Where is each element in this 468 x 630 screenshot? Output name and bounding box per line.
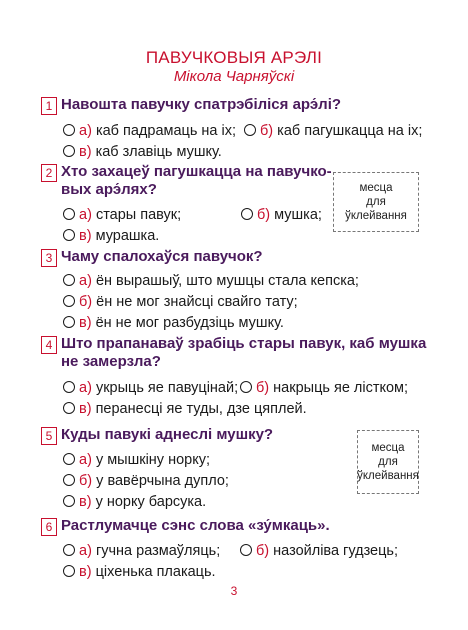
option-1b[interactable]: б) каб пагушкацца на іх; xyxy=(244,122,422,140)
question-number-6: 6 xyxy=(41,518,57,536)
radio-circle-icon[interactable] xyxy=(63,295,75,307)
option-2c[interactable]: в) мурашка. xyxy=(63,227,159,245)
option-3b[interactable]: б) ён не мог знайсці свайго тату; xyxy=(63,293,298,311)
radio-circle-icon[interactable] xyxy=(240,544,252,556)
radio-circle-icon[interactable] xyxy=(63,274,75,286)
option-3c[interactable]: в) ён не мог разбудзіць мушку. xyxy=(63,314,284,332)
radio-circle-icon[interactable] xyxy=(63,229,75,241)
radio-circle-icon[interactable] xyxy=(63,145,75,157)
option-4b[interactable]: б) накрыць яе лістком; xyxy=(240,379,408,397)
radio-circle-icon[interactable] xyxy=(240,381,252,393)
option-1a[interactable]: а) каб падрамаць на іх; xyxy=(63,122,236,140)
option-5c[interactable]: в) у норку барсука. xyxy=(63,493,206,511)
option-5a[interactable]: а) у мышкіну норку; xyxy=(63,451,210,469)
question-text-3: Чаму спалохаўся павучок? xyxy=(61,248,263,265)
option-3a[interactable]: а) ён вырашыў, што мушцы стала кепска; xyxy=(63,272,359,290)
question-text-6: Растлумачце сэнс слова «зу́мкаць». xyxy=(61,517,330,534)
sticker-placeholder-2: месца для ўклейвання xyxy=(357,430,419,494)
author-name: Мікола Чарняўскі xyxy=(173,68,295,85)
radio-circle-icon[interactable] xyxy=(244,124,256,136)
radio-circle-icon[interactable] xyxy=(63,316,75,328)
question-number-5: 5 xyxy=(41,427,57,445)
radio-circle-icon[interactable] xyxy=(63,124,75,136)
option-5b[interactable]: б) у вавёрчына дупло; xyxy=(63,472,229,490)
option-6a[interactable]: а) гучна размаўляць; xyxy=(63,542,220,560)
radio-circle-icon[interactable] xyxy=(63,474,75,486)
option-2a[interactable]: а) стары павук; xyxy=(63,206,181,224)
option-4a[interactable]: а) укрыць яе павуцінай; xyxy=(63,379,238,397)
radio-circle-icon[interactable] xyxy=(63,544,75,556)
question-number-4: 4 xyxy=(41,336,57,354)
radio-circle-icon[interactable] xyxy=(63,208,75,220)
page-number: 3 xyxy=(230,584,238,598)
question-number-3: 3 xyxy=(41,249,57,267)
question-text-5: Куды павукі аднеслі мушку? xyxy=(61,426,274,443)
radio-circle-icon[interactable] xyxy=(63,381,75,393)
radio-circle-icon[interactable] xyxy=(241,208,253,220)
option-6b[interactable]: б) назойліва гудзець; xyxy=(240,542,398,560)
option-1c[interactable]: в) каб злавіць мушку. xyxy=(63,143,222,161)
radio-circle-icon[interactable] xyxy=(63,402,75,414)
radio-circle-icon[interactable] xyxy=(63,565,75,577)
radio-circle-icon[interactable] xyxy=(63,495,75,507)
sticker-placeholder-1: месца для ўклейвання xyxy=(333,172,419,232)
question-text-4: Што прапанаваў зрабіць стары павук, каб мушка не замерзла? xyxy=(61,335,427,370)
option-4c[interactable]: в) перанесці яе туды, дзе цяплей. xyxy=(63,400,307,418)
option-2b[interactable]: б) мушка; xyxy=(241,206,322,224)
option-6c[interactable]: в) ціхенька плакаць. xyxy=(63,563,216,581)
question-number-1: 1 xyxy=(41,97,57,115)
page-title: ПАВУЧКОВЫЯ АРЭЛІ xyxy=(145,48,323,67)
question-text-2: Хто захацеў пагушкацца на павучко- вых арэ́лях? xyxy=(61,163,332,198)
question-text-1: Навошта павучку спатрэбіліся арэ́лі? xyxy=(61,96,342,113)
question-number-2: 2 xyxy=(41,164,57,182)
radio-circle-icon[interactable] xyxy=(63,453,75,465)
